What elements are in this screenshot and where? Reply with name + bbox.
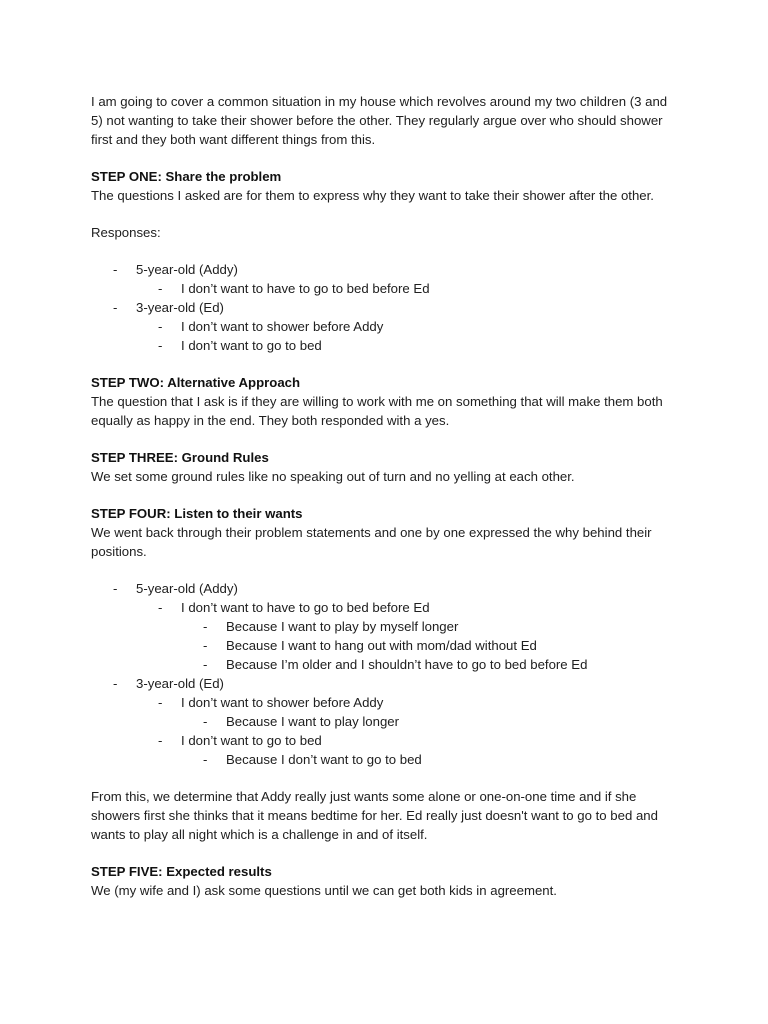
list-dash: - [158,319,163,334]
list-item-text: Because I don’t want to go to bed [226,752,422,767]
list-dash: - [158,600,163,615]
list-item-text: I don’t want to shower before Addy [181,319,384,334]
list-item [91,579,681,598]
list-item-text: I don’t want to have to go to bed before Ed [181,600,430,615]
step-four-conclusion: From this, we determine that Addy really just wants some alone or one-on-one time and if she showers first she thinks that it means bedtime for her. Ed really just doesn't want to go to bed and wants to play all night which is a challenge in and of itself. [91,789,658,842]
list-dash: - [113,300,118,315]
step-two-body: The question that I ask is if they are willing to work with me on something that will make them both equally as happy in the end. They both responded with a yes. [91,394,663,428]
list-dash: - [113,676,118,691]
step-five-heading: STEP FIVE: Expected results [91,864,272,879]
list-item-text: 5-year-old (Addy) [136,262,238,277]
list-item [91,617,681,636]
list-dash: - [203,638,208,653]
list-item [91,693,681,712]
step-one-body: The questions I asked are for them to express why they want to take their shower after the other. [91,188,654,203]
list-item [91,598,681,617]
list-item [91,279,681,298]
list-item-text: Because I want to hang out with mom/dad without Ed [226,638,537,653]
list-item [91,317,681,336]
list-item [91,731,681,750]
step-four-list [91,579,681,769]
list-dash: - [203,714,208,729]
list-item [91,674,681,693]
list-dash: - [113,581,118,596]
list-item [91,298,681,317]
list-dash: - [203,752,208,767]
list-item-text: 3-year-old (Ed) [136,300,224,315]
list-item-text: I don’t want to shower before Addy [181,695,384,710]
list-item-text: 5-year-old (Addy) [136,581,238,596]
list-item [91,750,681,769]
step-five-body: We (my wife and I) ask some questions until we can get both kids in agreement. [91,883,557,898]
list-item [91,336,681,355]
list-dash: - [158,281,163,296]
list-item [91,655,681,674]
list-item [91,636,681,655]
step-one-list [91,260,681,355]
list-item-text: I don’t want to go to bed [181,733,322,748]
step-three-body: We set some ground rules like no speaking out of turn and no yelling at each other. [91,469,575,484]
list-item [91,712,681,731]
step-one-heading: STEP ONE: Share the problem [91,169,282,184]
step-three-heading: STEP THREE: Ground Rules [91,450,269,465]
list-item-text: I don’t want to have to go to bed before Ed [181,281,430,296]
list-dash: - [158,695,163,710]
list-item [91,260,681,279]
list-item-text: Because I want to play longer [226,714,400,729]
responses-label: Responses: [91,225,161,240]
intro-paragraph: I am going to cover a common situation in my house which revolves around my two children (3 and 5) not wanting to take their shower before the other. They regularly argue over who should shower first and they both want different things from this. [91,94,668,147]
list-item-text: Because I want to play by myself longer [226,619,459,634]
list-dash: - [203,657,208,672]
step-two-heading: STEP TWO: Alternative Approach [91,375,301,390]
list-dash: - [158,338,163,353]
step-four-heading: STEP FOUR: Listen to their wants [91,506,303,521]
list-item-text: Because I’m older and I shouldn’t have to go to bed before Ed [226,657,588,672]
step-four-body: We went back through their problem statements and one by one expressed the why behind their positions. [91,525,652,559]
list-item-text: I don’t want to go to bed [181,338,322,353]
list-dash: - [203,619,208,634]
list-dash: - [113,262,118,277]
list-dash: - [158,733,163,748]
list-item-text: 3-year-old (Ed) [136,676,224,691]
document-page [91,92,681,900]
